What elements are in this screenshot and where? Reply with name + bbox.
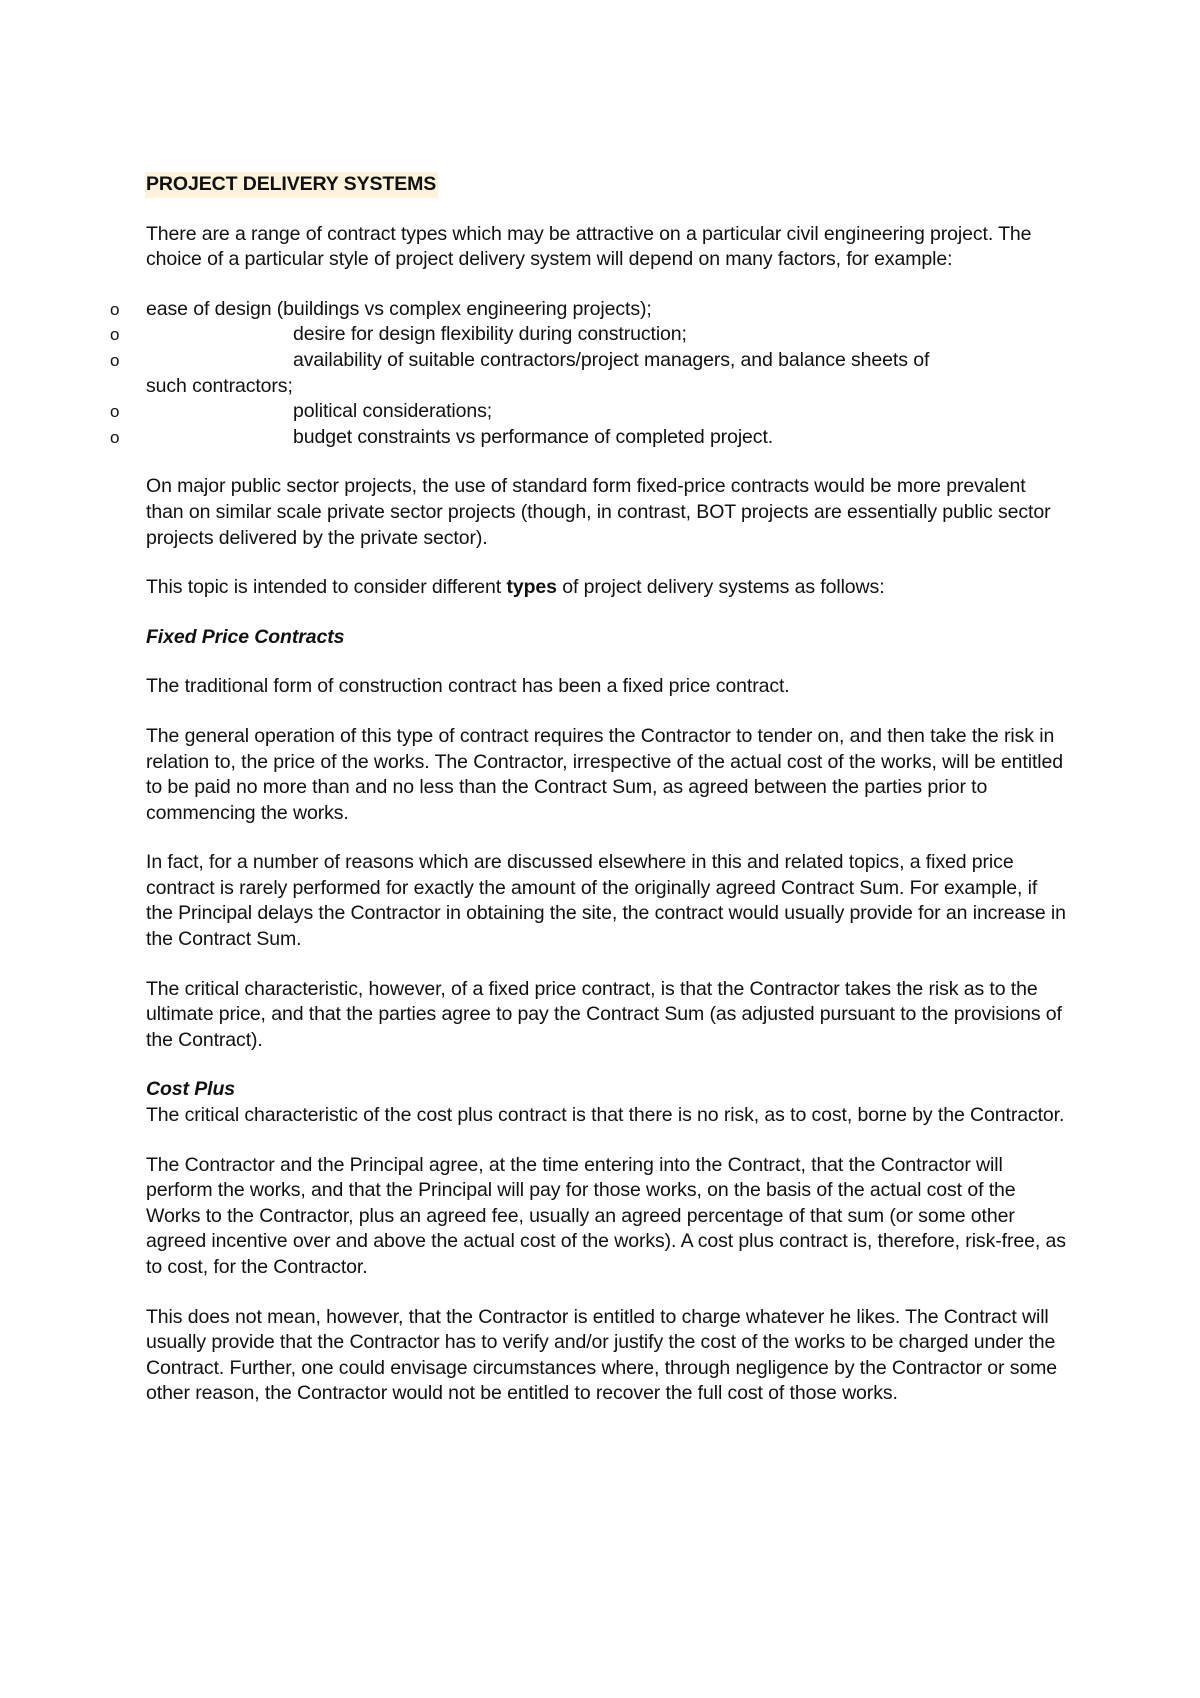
list-item-text: budget constraints vs performance of completed project. <box>293 425 774 448</box>
topic-text-after: of project delivery systems as follows: <box>556 576 885 599</box>
list-item <box>110 322 1066 348</box>
factor-list <box>110 297 1066 451</box>
heading-cost-plus: Cost Plus <box>146 1078 236 1101</box>
list-item-text: desire for design flexibility during construction; <box>293 323 687 346</box>
list-item <box>110 348 1066 374</box>
topic-text-before: This topic is intended to consider different <box>146 576 507 599</box>
list-item-text: such contractors; <box>146 374 293 397</box>
bullet-marker: o <box>110 402 120 422</box>
topic-text-bold: types <box>506 576 557 599</box>
heading-fixed-price: Fixed Price Contracts <box>146 625 345 648</box>
bullet-marker: o <box>110 427 120 447</box>
fixed-price-paragraph-3: In fact, for a number of reasons which are discussed elsewhere in this and related topics, a fixed price contract is rarely performed for exactly the amount of the originally agreed Contract Sum. For example, if the Principal delays the Contractor in obtaining the site, the contract would usually provide for an increase in the Contract Sum. <box>146 851 1066 951</box>
cost-plus-paragraph-1: The critical characteristic of the cost plus contract is that there is no risk, as to cost, borne by the Contractor. <box>146 1104 1065 1127</box>
fixed-price-paragraph-1: The traditional form of construction contract has been a fixed price contract. <box>146 675 790 698</box>
document-title: PROJECT DELIVERY SYSTEMS <box>145 172 438 198</box>
list-item <box>110 425 1066 451</box>
cost-plus-paragraph-3: This does not mean, however, that the Contractor is entitled to charge whatever he likes. The Contract will usually provide that the Contractor has to verify and/or justify the cost of the works to be charged under the Contract. Further, one could envisage circumstances where, through negligence by the Contractor or some other reason, the Contractor would not be entitled to recover the full cost of those works. <box>146 1305 1058 1405</box>
bullet-marker: o <box>110 350 120 370</box>
bullet-marker: o <box>110 325 120 345</box>
topic-paragraph <box>146 575 1066 601</box>
list-item-text: availability of suitable contractors/project managers, and balance sheets of <box>293 348 930 371</box>
list-item <box>110 399 1066 425</box>
list-item-text: political considerations; <box>293 400 493 423</box>
list-item-text: ease of design (buildings vs complex engineering projects); <box>146 297 652 320</box>
list-item-continuation <box>146 374 1066 400</box>
fixed-price-paragraph-4: The critical characteristic, however, of a fixed price contract, is that the Contractor takes the risk as to the ultimate price, and that the parties agree to pay the Contract Sum (as adjusted pursuant to the provisions of the Contract). <box>146 977 1062 1051</box>
public-sector-paragraph: On major public sector projects, the use of standard form fixed-price contracts would be more prevalent than on similar scale private sector projects (though, in contrast, BOT projects are essentially public sector projects delivered by the private sector). <box>146 475 1051 549</box>
document-body <box>110 172 1066 1407</box>
intro-paragraph: There are a range of contract types which may be attractive on a particular civil engineering project. The choice of a particular style of project delivery system will depend on many factors, for example: <box>146 222 1032 271</box>
bullet-marker: o <box>110 299 120 319</box>
list-item <box>110 297 1066 323</box>
cost-plus-paragraph-2: The Contractor and the Principal agree, at the time entering into the Contract, that the Contractor will perform the works, and that the Principal will pay for those works, on the basis of the actual cost of the Works to the Contractor, plus an agreed fee, usually an agreed percentage of that sum (or some other agreed incentive over and above the actual cost of the works). A cost plus contract is, therefore, risk-free, as to cost, for the Contractor. <box>146 1153 1066 1278</box>
fixed-price-paragraph-2: The general operation of this type of contract requires the Contractor to tender on, and then take the risk in relation to, the price of the works. The Contractor, irrespective of the actual cost of the works, will be entitled to be paid no more than and no less than the Contract Sum, as agreed between the parties prior to commencing the works. <box>146 724 1064 824</box>
